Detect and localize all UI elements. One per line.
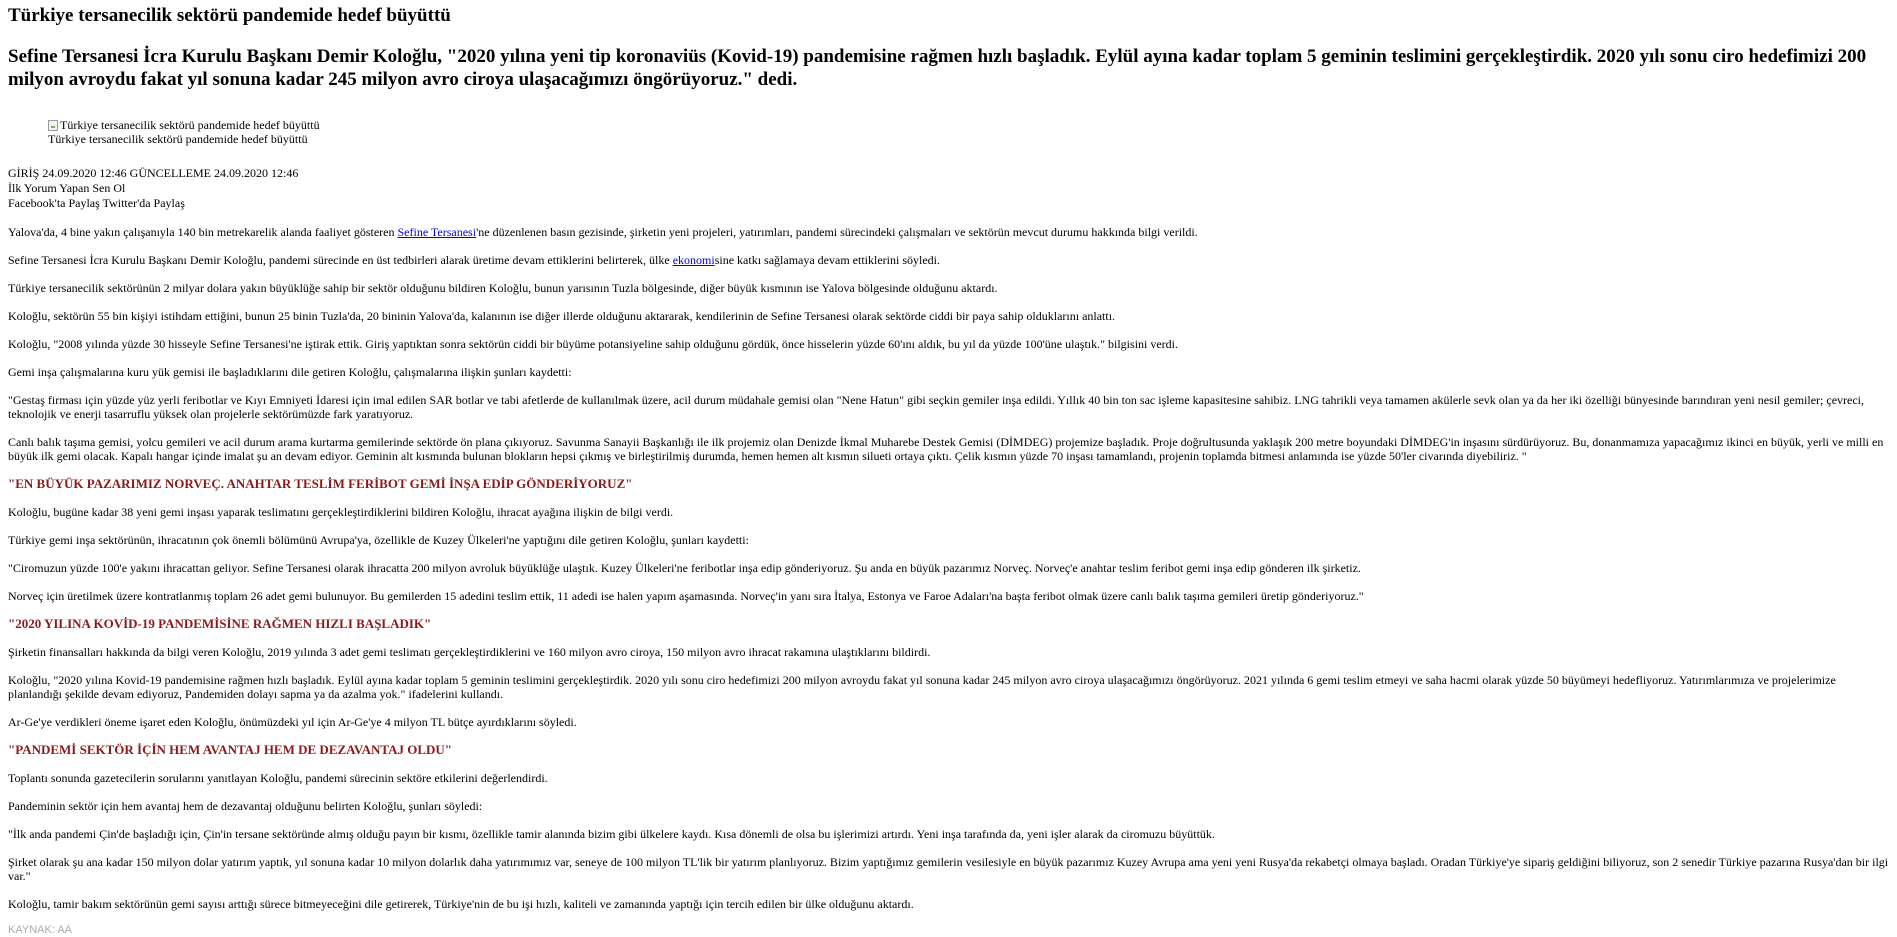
publish-dates: GİRİŞ 24.09.2020 12:46 GÜNCELLEME 24.09.2020 12:46 bbox=[8, 166, 299, 180]
section-heading: "2020 YILINA KOVİD-19 PANDEMİSİNE RAĞMEN HIZLI BAŞLADIK" bbox=[8, 616, 432, 631]
paragraph: Türkiye tersanecilik sektörünün 2 milyar dolara yakın büyüklüğe sahip bir sektör olduğunu bildiren Koloğlu, bunun yarısının Tuzla bölgesinde, diğer büyük kısmının ise Yalova bölgesinde olduğunu aktardı. bbox=[8, 281, 998, 295]
paragraph: Şirketin finansalları hakkında da bilgi veren Koloğlu, 2019 yılında 3 adet gemi teslimatı gerçekleştirdiklerini ve 160 milyon avro ciroya, 150 milyon avro ihracat rakamına ulaştıklarını bildirdi. bbox=[8, 645, 931, 659]
paragraph: Toplantı sonunda gazetecilerin sorularını yanıtlayan Koloğlu, pandemi sürecinin sektöre etkilerini değerlendirdi. bbox=[8, 771, 548, 785]
source-credit: KAYNAK: AA bbox=[8, 924, 72, 936]
paragraph: Koloğlu, "2020 yılına Kovid-19 pandemisine rağmen hızlı başladık. Eylül ayına kadar toplam 5 geminin teslimini gerçekleştirdik. 2020 yılı sonu ciro hedefimizi 200 milyon avroydu fakat yıl sonuna kadar 245 milyon avro ciroya ulaşacağımızı öngörüyoruz. 2021 yılında 6 gemi teslim etmeyi ve saha hacmi olarak yüzde 50 büyümeyi hedefliyoruz. Yatırımlarımıza ve projelerimize planlandığı şekilde devam ediyoruz, Pandemiden dolayı sapma ya da azalma yok." ifadelerini kullandı. bbox=[8, 673, 1836, 701]
article-image[interactable] bbox=[48, 118, 1889, 132]
section-heading: "EN BÜYÜK PAZARIMIZ NORVEÇ. ANAHTAR TESLİM FERİBOT GEMİ İNŞA EDİP GÖNDERİYORUZ" bbox=[8, 476, 633, 491]
paragraph: Sefine Tersanesi İcra Kurulu Başkanı Demir Koloğlu, pandemi sürecinde en üst tedbirleri alarak üretime devam ettiklerini belirterek, ülke ekonomisine katkı sağlamaya devam ettiklerini söyledi. bbox=[8, 253, 940, 267]
paragraph: Yalova'da, 4 bine yakın çalışanıyla 140 bin metrekarelik alanda faaliyet gösteren Sefine Tersanesi'ne düzenlenen basın gezisinde, şirketin yeni projeleri, yatırımları, pandemi sürecindeki çalışmaları ve sektörün mevcut durumu hakkında bilgi verildi. bbox=[8, 225, 1198, 239]
paragraph: "Gestaş firması için yüzde yüz yerli feribotlar ve Kıyı Emniyeti İdaresi için imal edilen SAR botlar ve tabi afetlerde de kullanılmak üzere, acil durum müdahale gemisi olan "Nene Hatun" gibi seçkin gemiler inşa edildi. Yıllık 40 bin ton sac işleme kapasitesine sahibiz. LNG tahrikli veya tamamen akülerle sevk olan ya da her iki özelliği bünyesinde barındıran yeni nesil gemiler; çevreci, teknolojik ve enerji tasarruflu yüksek olan projelerle sektörümüzde fark yaratıyoruz. bbox=[8, 393, 1865, 421]
paragraph: Koloğlu, "2008 yılında yüzde 30 hisseyle Sefine Tersanesi'ne iştirak ettik. Giriş yaptıktan sonra sektörün ciddi bir büyüme potansiyeline sahip olduğunu gördük, önce hisselerin yüzde 60'ını aldık, bu yıl da yüzde 100'üne ulaştık." bilgisini verdi. bbox=[8, 337, 1179, 351]
ekonomi-link[interactable]: ekonomi bbox=[672, 253, 715, 267]
paragraph: Ar-Ge'ye verdikleri öneme işaret eden Koloğlu, önümüzdeki yıl için Ar-Ge'ye 4 milyon TL bütçe ayırdıklarını söyledi. bbox=[8, 715, 577, 729]
paragraph: Türkiye gemi inşa sektörünün, ihracatının çok önemli bölümünü Avrupa'ya, özellikle de Kuzey Ülkeleri'ne yaptığını dile getiren Koloğlu, şunları kaydetti: bbox=[8, 533, 749, 547]
paragraph: "Ciromuzun yüzde 100'e yakını ihracattan geliyor. Sefine Tersanesi olarak ihracatta 200 milyon avroluk büyüklüğe ulaştık. Kuzey Ülkeleri'ne feribotlar inşa edip gönderiyoruz. Şu anda en büyük pazarımız Norveç. Norveç'e anahtar teslim feribot gemi inşa edip gönderen ilk şirketiz. bbox=[8, 561, 1361, 575]
broken-image-icon bbox=[48, 120, 58, 131]
paragraph: Pandeminin sektör için hem avantaj hem de dezavantaj olduğunu belirten Koloğlu, şunları söyledi: bbox=[8, 799, 483, 813]
article bbox=[0, 5, 1897, 937]
paragraph: Koloğlu, sektörün 55 bin kişiyi istihdam ettiğini, bunun 25 binin Tuzla'da, 20 bininin Yalova'da, kalanının ise diğer illerde olduğunu aktararak, kendilerinin de Sefine Tersanesi olarak sektörde ciddi bir paya sahip olduklarını anlattı. bbox=[8, 309, 1116, 323]
image-caption: Türkiye tersanecilik sektörü pandemide hedef büyüttü bbox=[48, 132, 308, 146]
paragraph: "İlk anda pandemi Çin'de başladığı için, Çin'in tersane sektöründe almış olduğu payın bir kısmı, özellikle tamir alanında bizim gibi ülkelere kaydı. Kısa dönemli de olsa bu işlerimizi artırdı. Yeni inşa tarafında da, yeni işler alarak da ciromuzu büyüttük. bbox=[8, 827, 1215, 841]
article-figure bbox=[48, 118, 1889, 146]
sefine-link[interactable]: Sefine Tersanesi bbox=[397, 225, 477, 239]
paragraph: Canlı balık taşıma gemisi, yolcu gemileri ve acil durum arama kurtarma gemilerinde sektörde ön plana çıkıyoruz. Savunma Sanayii Başkanlığı ile ilk projemiz olan Denizde İkmal Muharebe Destek Gemisi (DİMDEG) projemize başladık. Proje doğrultusunda yaklaşık 200 metre boyundaki DİMDEG'in inşasını sürdürüyoruz. Bu, donanmamıza yapacağımız ikinci en büyük, yerli ve milli en büyük ilk gemi olacak. Kapalı hangar içinde imalat şu an devam ediyor. Geminin alt kısmında bulunan blokların hepsi çıkmış ve birleştirilmiş durumda, hemen hemen alt kısmın silueti ortaya çıktı. Çelik kısmın yüzde 70 inşası tamamlandı, projenin toplamda bitmesi anlamında ise yüzde 50'ler civarında diyebiliriz. " bbox=[8, 435, 1884, 463]
share-links[interactable]: Facebook'ta Paylaş Twitter'da Paylaş bbox=[8, 196, 185, 210]
paragraph: Koloğlu, bugüne kadar 38 yeni gemi inşası yaparak teslimatını gerçekleştirdiklerini bildiren Koloğlu, ihracat ayağına ilişkin de bilgi verdi. bbox=[8, 505, 674, 519]
paragraph: Norveç için üretilmek üzere kontratlanmış toplam 26 adet gemi bulunuyor. Bu gemilerden 15 adedini teslim ettik, 11 adedi ise halen yapım aşamasında. Norveç'in yanı sıra İtalya, Estonya ve Faroe Adaları'na başta feribot olmak üzere canlı balık taşıma gemileri üretip gönderiyoruz." bbox=[8, 589, 1364, 603]
article-title: Türkiye tersanecilik sektörü pandemide hedef büyüttü bbox=[8, 5, 451, 26]
paragraph: Şirket olarak şu ana kadar 150 milyon dolar yatırım yaptık, yıl sonuna kadar 10 milyon dolarlık daha yatırımımız var, seneye de 100 milyon TL'lik bir yatırım planlıyoruz. Bizim yaptığımız gemilerin vesilesiyle en büyük pazarımız Kuzey Avrupa ama yeni yeni Rusya'da rekabetçi olmaya başladı. Oradan Türkiye'ye sipariş geldiğini biliyoruz, son 2 senedir Türkiye pazarına Rusya'dan bir ilgi var." bbox=[8, 855, 1889, 883]
article-body bbox=[8, 225, 1889, 937]
article-lead: Sefine Tersanesi İcra Kurulu Başkanı Demir Koloğlu, "2020 yılına yeni tip koronaviüs (Kovid-19) pandemisine rağmen hızlı başladık. Eylül ayına kadar toplam 5 geminin teslimini gerçekleştirdik. 2020 yılı sonu ciro hedefimizi 200 milyon avroydu fakat yıl sonuna kadar 245 milyon avro ciroya ulaşacağımızı öngörüyoruz." dedi. bbox=[8, 46, 1867, 90]
section-heading: "PANDEMİ SEKTÖR İÇİN HEM AVANTAJ HEM DE DEZAVANTAJ OLDU" bbox=[8, 742, 452, 757]
first-comment-link[interactable]: İlk Yorum Yapan Sen Ol bbox=[8, 181, 126, 195]
image-alt-text: Türkiye tersanecilik sektörü pandemide hedef büyüttü bbox=[60, 118, 320, 132]
paragraph: Gemi inşa çalışmalarına kuru yük gemisi ile başladıklarını dile getiren Koloğlu, çalışmalarına ilişkin şunları kaydetti: bbox=[8, 365, 572, 379]
article-meta bbox=[8, 166, 1889, 211]
paragraph: Koloğlu, tamir bakım sektörünün gemi sayısı arttığı sürece bitmeyeceğini dile getirerek, Türkiye'nin de bu işi hızlı, kaliteli ve zamanında yaptığı için tercih edilen bir ülke olduğunu aktardı. bbox=[8, 897, 914, 911]
